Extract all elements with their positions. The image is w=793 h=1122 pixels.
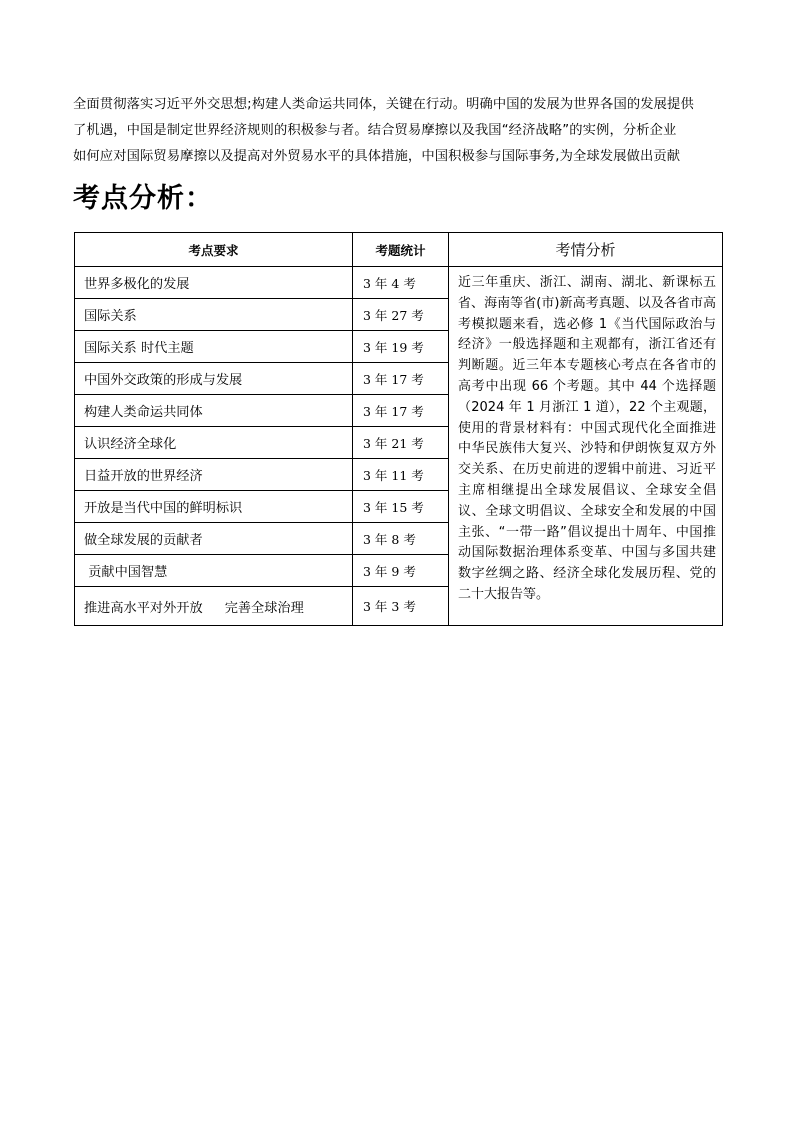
topic-cell: 日益开放的世界经济 bbox=[75, 459, 353, 491]
topic-text-extra: 完善全球治理 bbox=[224, 600, 304, 616]
topic-cell: 做全球发展的贡献者 bbox=[75, 523, 353, 555]
topic-cell: 世界多极化的发展 bbox=[75, 267, 353, 299]
topic-cell bbox=[75, 587, 353, 626]
intro-line: 全面贯彻落实习近平外交思想;构建人类命运共同体，关键在行动。明确中国的发展为世界各国的发展提供 bbox=[73, 97, 694, 112]
topic-cell: 开放是当代中国的鲜明标识 bbox=[75, 491, 353, 523]
section-heading: 考点分析： bbox=[73, 183, 213, 214]
exam-points-table bbox=[74, 232, 723, 626]
count-cell: 3 年 19 考 bbox=[353, 331, 449, 363]
intro-line: 了机遇，中国是制定世界经济规则的积极参与者。结合贸易摩擦以及我国“经济战略”的实例，分析企业 bbox=[73, 123, 677, 138]
header-count: 考题统计 bbox=[353, 233, 449, 267]
count-cell: 3 年 4 考 bbox=[353, 267, 449, 299]
header-analysis: 考情分析 bbox=[449, 233, 723, 267]
intro-line: 如何应对国际贸易摩擦以及提高对外贸易水平的具体措施，中国积极参与国际事务,为全球发展做出贡献 bbox=[73, 149, 681, 164]
table-header-row bbox=[75, 233, 723, 267]
count-cell: 3 年 3 考 bbox=[353, 587, 449, 626]
topic-cell: 国际关系 bbox=[75, 299, 353, 331]
count-cell: 3 年 15 考 bbox=[353, 491, 449, 523]
count-cell: 3 年 21 考 bbox=[353, 427, 449, 459]
topic-cell: 认识经济全球化 bbox=[75, 427, 353, 459]
topic-cell: 贡献中国智慧 bbox=[75, 555, 353, 587]
count-cell: 3 年 9 考 bbox=[353, 555, 449, 587]
topic-cell: 国际关系 时代主题 bbox=[75, 331, 353, 363]
topic-cell: 中国外交政策的形成与发展 bbox=[75, 363, 353, 395]
topic-text: 推进高水平对外开放 bbox=[84, 600, 203, 616]
count-cell: 3 年 17 考 bbox=[353, 363, 449, 395]
intro-paragraph bbox=[73, 92, 723, 170]
count-cell: 3 年 8 考 bbox=[353, 523, 449, 555]
header-topic: 考点要求 bbox=[75, 233, 353, 267]
table-row bbox=[75, 267, 723, 299]
analysis-cell: 近三年重庆、浙江、湖南、湖北、新课标五省、海南等省(市)新高考真题、以及各省市高考模拟题来看，选必修 1《当代国际政治与经济》一般选择题和主观都有，浙江省还有判断题。近三年本专题核心考点在各省市的高考中出现 66 个考题。其中 44 个选择题（2024 年 1 月浙江 1 道），22 个主观题，使用的背景材料有：中国式现代化全面推进中华民族伟大复兴、沙特和伊朗恢复双方外交关系、在历史前进的逻辑中前进、习近平主席相继提出全球发展倡议、全球安全倡议、全球文明倡议、全球安全和发展的中国主张、“一带一路”倡议提出十周年、中国推动国际数据治理体系变革、中国与多国共建数字丝绸之路、经济全球化发展历程、党的二十大报告等。 bbox=[449, 267, 723, 626]
topic-cell: 构建人类命运共同体 bbox=[75, 395, 353, 427]
count-cell: 3 年 27 考 bbox=[353, 299, 449, 331]
count-cell: 3 年 17 考 bbox=[353, 395, 449, 427]
count-cell: 3 年 11 考 bbox=[353, 459, 449, 491]
